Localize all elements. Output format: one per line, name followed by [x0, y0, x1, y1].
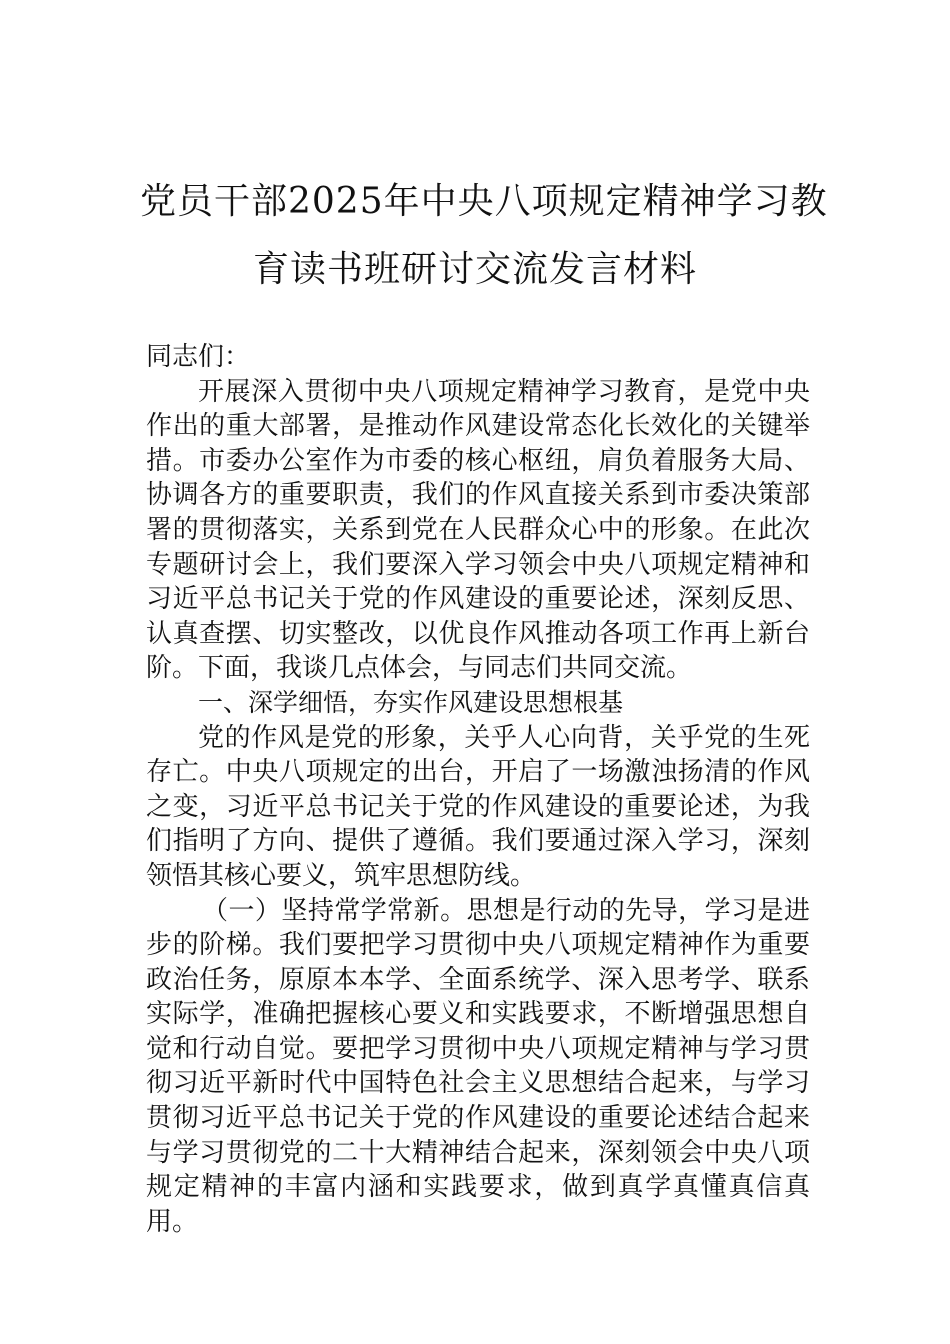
salutation: 同志们：: [146, 342, 251, 372]
document-body: [146, 340, 810, 1239]
document-title: [140, 168, 828, 304]
title-line-1: 党员干部2025年中央八项规定精神学习教: [140, 181, 828, 222]
title-line-2: 育读书班研讨交流发言材料: [252, 249, 697, 290]
intro-paragraph: 开展深入贯彻中央八项规定精神学习教育，是党中央作出的重大部署，是推动作风建设常态化长效化的关键举措。市委办公室作为市委的核心枢纽，肩负着服务大局、协调各方的重要职责，我们的作风直接关系到市委决策部署的贯彻落实，关系到党在人民群众心中的形象。在此次专题研讨会上，我们要深入学习领会中央八项规定精神和习近平总书记关于党的作风建设的重要论述，深刻反思、认真查摆、切实整改，以优良作风推动各项工作再上新台阶。下面，我谈几点体会，与同志们共同交流。: [146, 376, 810, 684]
subsection-paragraph-1: （一）坚持常学常新。思想是行动的先导，学习是进步的阶梯。我们要把学习贯彻中央八项规定精神作为重要政治任务，原原本本学、全面系统学、深入思考学、联系实际学，准确把握核心要义和实践要求，不断增强思想自觉和行动自觉。要把学习贯彻中央八项规定精神与学习贯彻习近平新时代中国特色社会主义思想结合起来，与学习贯彻习近平总书记关于党的作风建设的重要论述结合起来与学习贯彻党的二十大精神结合起来，深刻领会中央八项规定精神的丰富内涵和实践要求，做到真学真懂真信真用。: [146, 895, 810, 1237]
section-paragraph-1: 党的作风是党的形象，关乎人心向背，关乎党的生死存亡。中央八项规定的出台，开启了一场激浊扬清的作风之变，习近平总书记关于党的作风建设的重要论述，为我们指明了方向、提供了遵循。我们要通过深入学习，深刻领悟其核心要义，筑牢思想防线。: [146, 722, 810, 891]
section-heading-1: 一、深学细悟，夯实作风建设思想根基: [198, 687, 624, 717]
